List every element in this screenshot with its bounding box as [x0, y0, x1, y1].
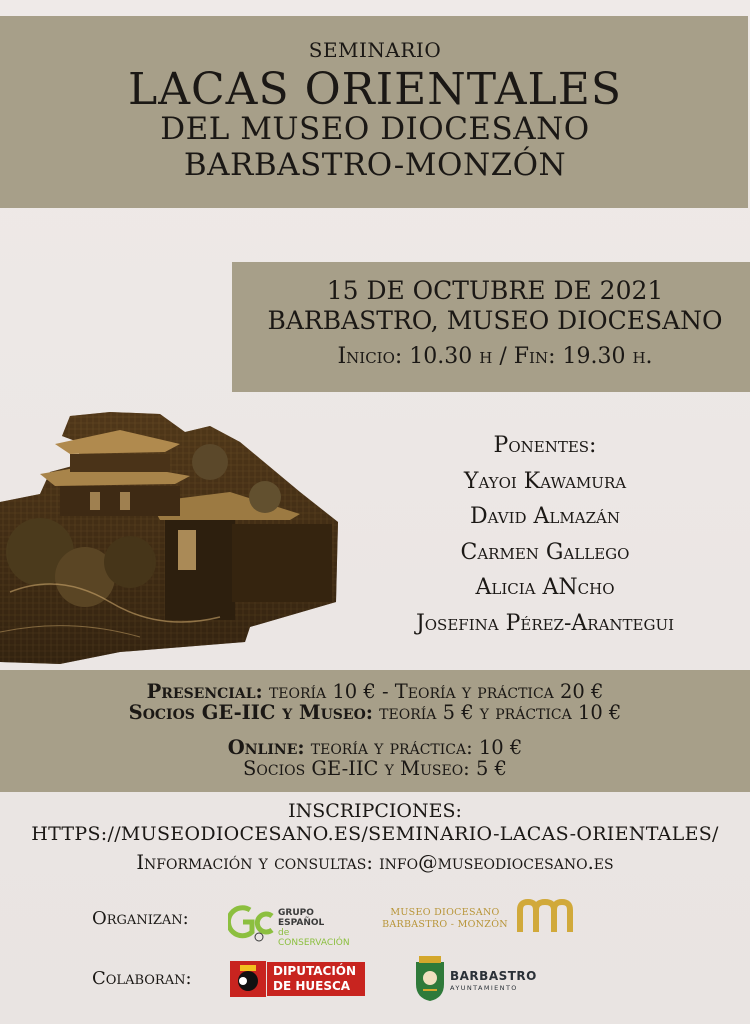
- museo-logo-line-1: MUSEO DIOCESANO: [390, 907, 500, 918]
- diputacion-emblem-icon: [229, 960, 267, 998]
- price-online-text: teoría y práctica: 10 €: [304, 736, 523, 759]
- museo-logo-line-2: BARBASTRO - MONZÓN: [382, 919, 508, 930]
- barbastro-line-2: AYUNTAMIENTO: [450, 984, 518, 992]
- ge-logo-line-2: de CONSERVACIÓN: [278, 928, 350, 948]
- price-presencial: [0, 681, 750, 702]
- speaker-name: David Almazán: [470, 504, 620, 529]
- barbastro-logo-text: [450, 969, 537, 992]
- diputacion-line-1: DIPUTACIÓN: [273, 964, 357, 978]
- speaker-name: Yayoi Kawamura: [463, 468, 627, 494]
- diputacion-line-2: DE HUESCA: [273, 979, 351, 993]
- poster-subtitle-2: BARBASTRO-MONZÓN: [183, 147, 567, 183]
- lacquer-artwork-image: [0, 402, 342, 664]
- seminar-label: SEMINARIO: [308, 38, 442, 62]
- registration-label: INSCRIPCIONES:: [288, 800, 462, 822]
- speaker-name: Alicia ANcho: [475, 575, 615, 600]
- event-date: 15 DE OCTUBRE DE 2021: [326, 276, 664, 305]
- price-info: [0, 681, 750, 779]
- ge-iic-logo: [228, 902, 358, 948]
- poster-title: LACAS ORIENTALES: [128, 64, 622, 115]
- price-presencial-label: Presencial:: [146, 680, 263, 703]
- event-hours: Inicio: 10.30 h / Fin: 19.30 h.: [337, 344, 653, 369]
- ge-logo-line-1: GRUPO ESPAÑOL: [278, 908, 325, 928]
- collaborators-label: Colaboran:: [92, 968, 192, 989]
- event-place: BARBASTRO, MUSEO DIOCESANO: [267, 306, 723, 335]
- contact-info[interactable]: Información y consultas: info@museodiocesano.es: [136, 851, 614, 874]
- price-socios-text: teoría 5 € y práctica 10 €: [372, 701, 622, 724]
- diputacion-huesca-logo: [229, 960, 367, 998]
- speakers-list: [345, 428, 745, 641]
- registration-url[interactable]: HTTPS://MUSEODIOCESANO.ES/SEMINARIO-LACAS-ORIENTALES/: [31, 823, 719, 845]
- museo-m-icon: [516, 898, 574, 934]
- event-details: [240, 276, 750, 372]
- price-online-label: Online:: [227, 736, 305, 759]
- price-socios-presencial: [0, 702, 750, 723]
- speaker-name: Carmen Gallego: [460, 539, 630, 565]
- registration-info: [0, 800, 750, 878]
- speaker-name: Josefina Pérez-Arantegui: [415, 610, 675, 636]
- price-online: [0, 737, 750, 758]
- museo-diocesano-logo-text: [380, 907, 510, 931]
- price-socios-label: Socios GE-IIC y Museo:: [128, 701, 373, 724]
- organizers-label: Organizan:: [92, 908, 189, 929]
- barbastro-shield-icon: [413, 954, 447, 1002]
- barbastro-line-1: BARBASTRO: [450, 969, 537, 983]
- poster-subtitle-1: DEL MUSEO DIOCESANO: [160, 111, 590, 147]
- ge-iic-icon: [228, 902, 276, 942]
- price-socios-online: Socios GE-IIC y Museo: 5 €: [243, 757, 507, 780]
- speakers-heading: Ponentes:: [493, 433, 597, 458]
- price-presencial-text: teoría 10 € - Teoría y práctica 20 €: [262, 680, 604, 703]
